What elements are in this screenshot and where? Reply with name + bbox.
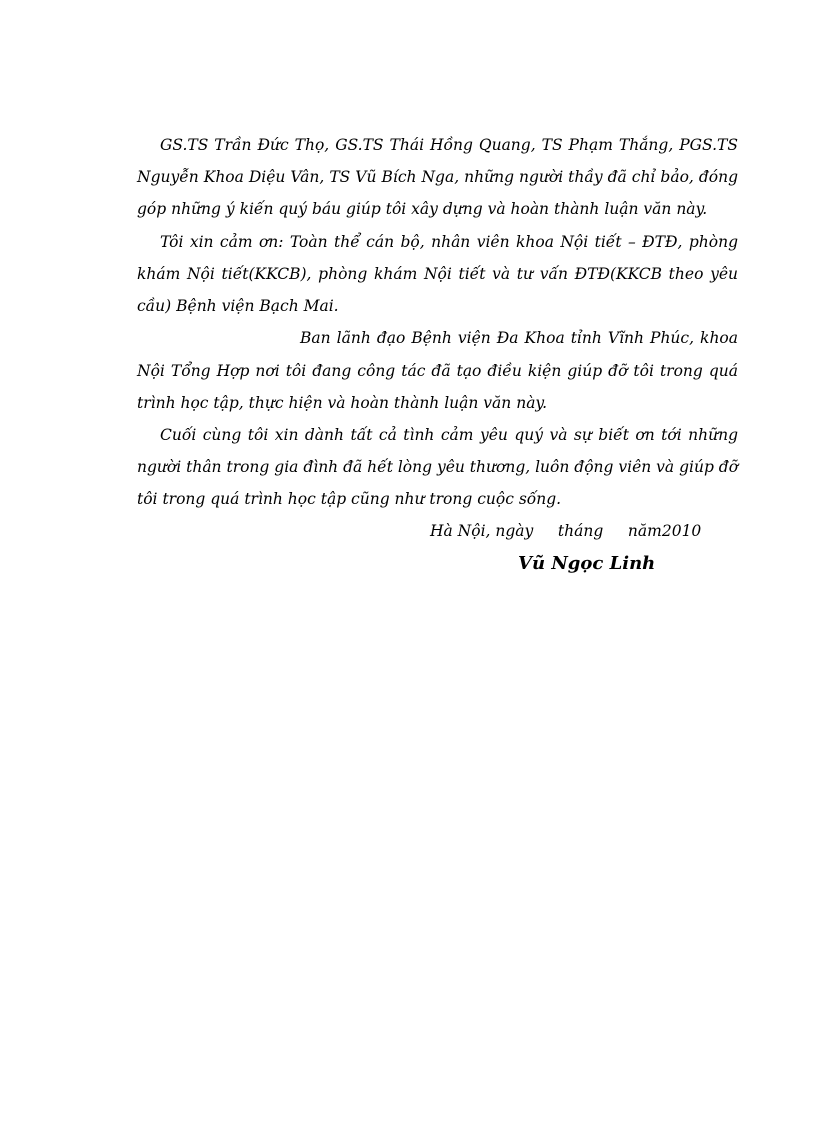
acknowledgement-p2-line1: Tôi xin cảm ơn: Toàn thể cán bộ, nhân viên khoa Nội tiết – ĐTĐ, phòng — [160, 233, 738, 251]
acknowledgement-p3-line3: trình học tập, thực hiện và hoàn thành luận văn này. — [137, 394, 548, 412]
acknowledgement-p3-line1: Ban lãnh đạo Bệnh viện Đa Khoa tỉnh Vĩnh Phúc, khoa — [300, 329, 738, 347]
acknowledgement-p4-line1: Cuối cùng tôi xin dành tất cả tình cảm yêu quý và sự biết ơn tới những — [160, 426, 738, 444]
acknowledgement-p3-line2: Nội Tổng Hợp nơi tôi đang công tác đã tạo điều kiện giúp đỡ tôi trong quá — [137, 362, 738, 380]
acknowledgement-p1-line2: Nguyễn Khoa Diệu Vân, TS Vũ Bích Nga, những người thầy đã chỉ bảo, đóng — [137, 168, 738, 186]
acknowledgement-p2-line2: khám Nội tiết(KKCB), phòng khám Nội tiết và tư vấn ĐTĐ(KKCB theo yêu — [137, 265, 738, 283]
acknowledgement-p2-line3: cầu) Bệnh viện Bạch Mai. — [137, 297, 339, 315]
date-line: Hà Nội, ngày tháng năm2010 — [430, 522, 702, 540]
acknowledgement-p4-line3: tôi trong quá trình học tập cũng như trong cuộc sống. — [137, 490, 562, 508]
acknowledgement-p1-line3: góp những ý kiến quý báu giúp tôi xây dựng và hoàn thành luận văn này. — [137, 200, 708, 218]
acknowledgement-p4-line2: người thân trong gia đình đã hết lòng yêu thương, luôn động viên và giúp đỡ — [137, 458, 739, 476]
acknowledgement-p1-line1: GS.TS Trần Đức Thọ, GS.TS Thái Hồng Quang, TS Phạm Thắng, PGS.TS — [160, 136, 738, 154]
signature-name: Vũ Ngọc Linh — [518, 553, 656, 574]
